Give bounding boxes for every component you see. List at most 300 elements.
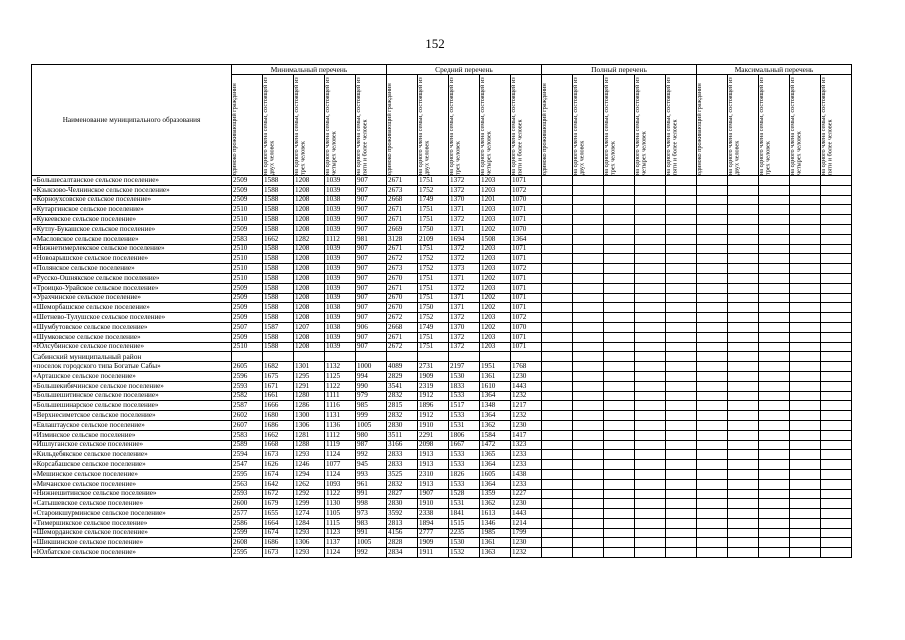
empty-cell <box>666 499 697 509</box>
table-row <box>32 342 852 352</box>
value-cell: 1038 <box>325 303 356 313</box>
value-cell: 1363 <box>480 548 511 558</box>
empty-cell <box>542 244 573 254</box>
value-cell: 1751 <box>418 205 449 215</box>
empty-cell <box>697 264 728 274</box>
empty-cell <box>728 313 759 323</box>
value-cell: 1588 <box>263 264 294 274</box>
value-cell: 1137 <box>325 538 356 548</box>
value-cell: 1910 <box>418 499 449 509</box>
value-cell: 1071 <box>511 342 542 352</box>
empty-cell <box>604 479 635 489</box>
value-cell: 1533 <box>449 460 480 470</box>
empty-cell <box>573 176 604 186</box>
empty-cell <box>728 244 759 254</box>
value-cell: 1749 <box>418 195 449 205</box>
value-cell: 1364 <box>480 479 511 489</box>
table-row <box>32 381 852 391</box>
empty-cell <box>635 518 666 528</box>
value-cell: 2672 <box>387 342 418 352</box>
value-cell: 1262 <box>294 479 325 489</box>
empty-cell <box>573 479 604 489</box>
empty-cell <box>759 264 790 274</box>
value-cell: 1896 <box>418 401 449 411</box>
empty-cell <box>542 401 573 411</box>
value-cell: 1588 <box>263 283 294 293</box>
empty-cell <box>573 244 604 254</box>
value-cell: 1071 <box>511 244 542 254</box>
value-cell: 1125 <box>325 371 356 381</box>
empty-cell <box>666 450 697 460</box>
subcolumn-header <box>325 75 356 176</box>
value-cell: 1371 <box>449 303 480 313</box>
value-cell: 2828 <box>387 538 418 548</box>
value-cell <box>263 352 294 362</box>
empty-cell <box>604 322 635 332</box>
value-cell: 1208 <box>294 264 325 274</box>
table-row <box>32 391 852 401</box>
empty-cell <box>666 391 697 401</box>
table-row <box>32 371 852 381</box>
empty-cell <box>697 548 728 558</box>
empty-cell <box>759 401 790 411</box>
empty-cell <box>542 420 573 430</box>
value-cell: 994 <box>356 371 387 381</box>
table-row <box>32 362 852 372</box>
empty-cell <box>759 303 790 313</box>
value-cell: 1124 <box>325 469 356 479</box>
value-cell: 1372 <box>449 332 480 342</box>
municipality-name: «Кутаргинское сельское поселение» <box>32 205 232 215</box>
value-cell: 1768 <box>511 362 542 372</box>
value-cell: 2510 <box>232 244 263 254</box>
empty-cell <box>573 313 604 323</box>
value-cell: 1202 <box>480 322 511 332</box>
empty-cell <box>728 401 759 411</box>
value-cell: 2600 <box>232 499 263 509</box>
empty-cell <box>666 244 697 254</box>
empty-cell <box>821 509 852 519</box>
empty-cell <box>697 195 728 205</box>
empty-cell <box>697 479 728 489</box>
table-row <box>32 460 852 470</box>
empty-cell <box>635 254 666 264</box>
empty-cell <box>759 352 790 362</box>
empty-cell <box>635 352 666 362</box>
value-cell: 1039 <box>325 244 356 254</box>
municipality-name: «Кильдебякское сельское поселение» <box>32 450 232 460</box>
empty-cell <box>542 254 573 264</box>
empty-cell <box>635 548 666 558</box>
empty-cell <box>635 195 666 205</box>
value-cell: 1039 <box>325 332 356 342</box>
empty-cell <box>635 528 666 538</box>
value-cell: 907 <box>356 283 387 293</box>
value-cell: 2833 <box>387 450 418 460</box>
empty-cell <box>821 518 852 528</box>
value-cell: 2815 <box>387 401 418 411</box>
value-cell: 1346 <box>480 518 511 528</box>
value-cell: 1202 <box>480 303 511 313</box>
value-cell: 1208 <box>294 342 325 352</box>
empty-cell <box>697 460 728 470</box>
empty-cell <box>573 371 604 381</box>
table-row <box>32 254 852 264</box>
empty-cell <box>604 528 635 538</box>
municipality-name: «поселок городского типа Богатые Сабы» <box>32 362 232 372</box>
value-cell: 1662 <box>263 430 294 440</box>
empty-cell <box>790 401 821 411</box>
table-row <box>32 322 852 332</box>
empty-cell <box>821 254 852 264</box>
empty-cell <box>759 185 790 195</box>
value-cell: 1112 <box>325 430 356 440</box>
empty-cell <box>604 215 635 225</box>
empty-cell <box>790 195 821 205</box>
empty-cell <box>728 528 759 538</box>
value-cell: 1361 <box>480 538 511 548</box>
empty-cell <box>790 391 821 401</box>
empty-cell <box>635 303 666 313</box>
value-cell: 1039 <box>325 293 356 303</box>
value-cell: 1112 <box>325 234 356 244</box>
value-cell: 1588 <box>263 195 294 205</box>
municipality-name: «Кутлу-Букашское сельское поселение» <box>32 224 232 234</box>
group-header: Средний перечень <box>387 65 542 75</box>
value-cell: 1841 <box>449 509 480 519</box>
empty-cell <box>821 469 852 479</box>
table-row <box>32 176 852 186</box>
value-cell: 1208 <box>294 224 325 234</box>
value-cell: 2832 <box>387 411 418 421</box>
value-cell: 1533 <box>449 479 480 489</box>
empty-cell <box>635 205 666 215</box>
value-cell: 1203 <box>480 332 511 342</box>
value-cell: 2509 <box>232 313 263 323</box>
table-row <box>32 244 852 254</box>
value-cell: 1588 <box>263 303 294 313</box>
value-cell: 1668 <box>263 440 294 450</box>
empty-cell <box>697 371 728 381</box>
value-cell: 1911 <box>418 548 449 558</box>
value-cell: 1671 <box>263 381 294 391</box>
empty-cell <box>666 254 697 264</box>
value-cell: 1348 <box>480 401 511 411</box>
value-cell: 1124 <box>325 548 356 558</box>
empty-cell <box>697 391 728 401</box>
empty-cell <box>728 450 759 460</box>
empty-cell <box>759 450 790 460</box>
subcolumn-header-text: на одного члена семьи, состоящей из трех человек <box>448 77 462 175</box>
empty-cell <box>542 548 573 558</box>
subcolumn-header-text: на одного члена семьи, состоящей из пяти и более человек <box>355 77 369 175</box>
empty-cell <box>728 420 759 430</box>
empty-cell <box>821 342 852 352</box>
empty-cell <box>759 411 790 421</box>
value-cell: 1826 <box>449 469 480 479</box>
empty-cell <box>821 411 852 421</box>
value-cell: 973 <box>356 509 387 519</box>
value-cell: 1531 <box>449 499 480 509</box>
empty-cell <box>728 518 759 528</box>
empty-cell <box>635 499 666 509</box>
empty-cell <box>666 342 697 352</box>
table-row <box>32 264 852 274</box>
empty-cell <box>790 176 821 186</box>
value-cell: 1370 <box>449 195 480 205</box>
empty-cell <box>666 509 697 519</box>
table-row <box>32 528 852 538</box>
subcolumn-header <box>573 75 604 176</box>
value-cell: 1533 <box>449 450 480 460</box>
value-cell: 2098 <box>418 440 449 450</box>
value-cell: 1912 <box>418 391 449 401</box>
value-cell: 2671 <box>387 205 418 215</box>
value-cell: 1674 <box>263 528 294 538</box>
value-cell <box>511 352 542 362</box>
empty-cell <box>604 332 635 342</box>
empty-cell <box>759 391 790 401</box>
empty-cell <box>542 440 573 450</box>
empty-cell <box>542 450 573 460</box>
empty-cell <box>542 430 573 440</box>
municipality-name: «Корноухсовское сельское поселение» <box>32 195 232 205</box>
empty-cell <box>573 548 604 558</box>
name-column-header: Наименование муниципального образования <box>32 65 232 176</box>
empty-cell <box>635 469 666 479</box>
value-cell: 1530 <box>449 538 480 548</box>
empty-cell <box>821 264 852 274</box>
value-cell: 1588 <box>263 215 294 225</box>
value-cell: 1130 <box>325 499 356 509</box>
subcolumn-header-text: на одного члена семьи, состоящей из четырех человек <box>479 77 493 175</box>
value-cell: 1230 <box>511 538 542 548</box>
value-cell: 1371 <box>449 205 480 215</box>
empty-cell <box>604 176 635 186</box>
value-cell: 1806 <box>449 430 480 440</box>
empty-cell <box>635 440 666 450</box>
value-cell: 1588 <box>263 342 294 352</box>
value-cell: 1799 <box>511 528 542 538</box>
value-cell: 2670 <box>387 273 418 283</box>
empty-cell <box>542 215 573 225</box>
empty-cell <box>759 430 790 440</box>
group-header: Максимальный перечень <box>697 65 852 75</box>
value-cell <box>480 352 511 362</box>
empty-cell <box>573 273 604 283</box>
empty-cell <box>790 352 821 362</box>
value-cell: 2832 <box>387 479 418 489</box>
value-cell: 1071 <box>511 215 542 225</box>
empty-cell <box>697 430 728 440</box>
value-cell: 1752 <box>418 264 449 274</box>
value-cell <box>294 352 325 362</box>
empty-cell <box>821 244 852 254</box>
empty-cell <box>759 518 790 528</box>
value-cell: 1293 <box>294 548 325 558</box>
table-row <box>32 430 852 440</box>
empty-cell <box>728 264 759 274</box>
empty-cell <box>666 469 697 479</box>
value-cell: 4156 <box>387 528 418 538</box>
subcolumn-header-text: на одного члена семьи, состоящей из пяти и более человек <box>510 77 524 175</box>
value-cell: 2510 <box>232 264 263 274</box>
table-row <box>32 509 852 519</box>
empty-cell <box>759 254 790 264</box>
value-cell: 1131 <box>325 411 356 421</box>
empty-cell <box>542 322 573 332</box>
empty-cell <box>821 381 852 391</box>
value-cell: 1286 <box>294 401 325 411</box>
subcolumn-header <box>263 75 294 176</box>
value-cell: 945 <box>356 460 387 470</box>
empty-cell <box>604 440 635 450</box>
empty-cell <box>666 538 697 548</box>
value-cell: 1203 <box>480 342 511 352</box>
empty-cell <box>728 322 759 332</box>
value-cell: 907 <box>356 195 387 205</box>
value-cell: 1071 <box>511 283 542 293</box>
empty-cell <box>542 303 573 313</box>
table-row <box>32 420 852 430</box>
empty-cell <box>635 224 666 234</box>
value-cell: 1508 <box>480 234 511 244</box>
value-cell: 1750 <box>418 224 449 234</box>
empty-cell <box>697 283 728 293</box>
empty-cell <box>604 283 635 293</box>
value-cell: 3525 <box>387 469 418 479</box>
empty-cell <box>759 362 790 372</box>
empty-cell <box>728 303 759 313</box>
value-cell: 1894 <box>418 518 449 528</box>
empty-cell <box>635 322 666 332</box>
value-cell: 1203 <box>480 205 511 215</box>
value-cell: 3592 <box>387 509 418 519</box>
table-row <box>32 469 852 479</box>
empty-cell <box>790 430 821 440</box>
empty-cell <box>759 205 790 215</box>
municipality-name: «Шеморданское сельское поселение» <box>32 528 232 538</box>
empty-cell <box>790 332 821 342</box>
value-cell: 1306 <box>294 420 325 430</box>
empty-cell <box>542 352 573 362</box>
value-cell: 2577 <box>232 509 263 519</box>
value-cell: 1686 <box>263 538 294 548</box>
value-cell: 1039 <box>325 342 356 352</box>
empty-cell <box>759 215 790 225</box>
empty-cell <box>542 411 573 421</box>
value-cell: 1208 <box>294 273 325 283</box>
empty-cell <box>697 244 728 254</box>
empty-cell <box>790 479 821 489</box>
municipality-name: «Большешинарское сельское поселение» <box>32 401 232 411</box>
empty-cell <box>759 538 790 548</box>
value-cell: 907 <box>356 303 387 313</box>
value-cell: 1208 <box>294 185 325 195</box>
table-row <box>32 479 852 489</box>
empty-cell <box>790 215 821 225</box>
empty-cell <box>759 234 790 244</box>
empty-cell <box>542 342 573 352</box>
value-cell: 1913 <box>418 450 449 460</box>
value-cell: 1909 <box>418 371 449 381</box>
value-cell: 991 <box>356 528 387 538</box>
value-cell: 1208 <box>294 195 325 205</box>
empty-cell <box>666 371 697 381</box>
value-cell: 1284 <box>294 518 325 528</box>
value-cell: 907 <box>356 313 387 323</box>
municipality-name: «Большешитинское сельское поселение» <box>32 391 232 401</box>
empty-cell <box>573 303 604 313</box>
empty-cell <box>666 264 697 274</box>
value-cell: 1005 <box>356 420 387 430</box>
value-cell: 1291 <box>294 381 325 391</box>
value-cell: 1208 <box>294 283 325 293</box>
empty-cell <box>666 411 697 421</box>
empty-cell <box>821 489 852 499</box>
value-cell: 1119 <box>325 440 356 450</box>
empty-cell <box>573 430 604 440</box>
empty-cell <box>821 224 852 234</box>
value-cell: 1070 <box>511 195 542 205</box>
value-cell: 1207 <box>294 322 325 332</box>
empty-cell <box>821 283 852 293</box>
value-cell: 1373 <box>449 264 480 274</box>
value-cell: 2310 <box>418 469 449 479</box>
empty-cell <box>821 195 852 205</box>
table-row <box>32 401 852 411</box>
value-cell: 1364 <box>480 391 511 401</box>
empty-cell <box>728 332 759 342</box>
value-cell: 2673 <box>387 264 418 274</box>
value-cell: 1070 <box>511 322 542 332</box>
empty-cell <box>635 313 666 323</box>
empty-cell <box>604 313 635 323</box>
empty-cell <box>697 450 728 460</box>
value-cell: 1679 <box>263 499 294 509</box>
empty-cell <box>790 420 821 430</box>
empty-cell <box>604 391 635 401</box>
value-cell: 1077 <box>325 460 356 470</box>
subcolumn-header <box>449 75 480 176</box>
empty-cell <box>542 176 573 186</box>
empty-cell <box>728 381 759 391</box>
empty-cell <box>542 371 573 381</box>
empty-cell <box>728 411 759 421</box>
empty-cell <box>821 234 852 244</box>
value-cell: 1039 <box>325 185 356 195</box>
value-cell: 1208 <box>294 303 325 313</box>
subcolumn-header-text: на одного члена семьи, состоящей из двух человек <box>417 77 431 175</box>
empty-cell <box>728 185 759 195</box>
value-cell: 1371 <box>449 224 480 234</box>
empty-cell <box>697 342 728 352</box>
value-cell: 1362 <box>480 499 511 509</box>
empty-cell <box>666 176 697 186</box>
empty-cell <box>635 450 666 460</box>
value-cell: 1124 <box>325 450 356 460</box>
empty-cell <box>542 518 573 528</box>
value-cell: 2338 <box>418 509 449 519</box>
value-cell: 1588 <box>263 185 294 195</box>
empty-cell <box>790 234 821 244</box>
empty-cell <box>666 313 697 323</box>
value-cell: 1039 <box>325 283 356 293</box>
municipality-name: «Юлбатское сельское поселение» <box>32 548 232 558</box>
empty-cell <box>821 176 852 186</box>
value-cell: 2582 <box>232 391 263 401</box>
value-cell: 1361 <box>480 371 511 381</box>
